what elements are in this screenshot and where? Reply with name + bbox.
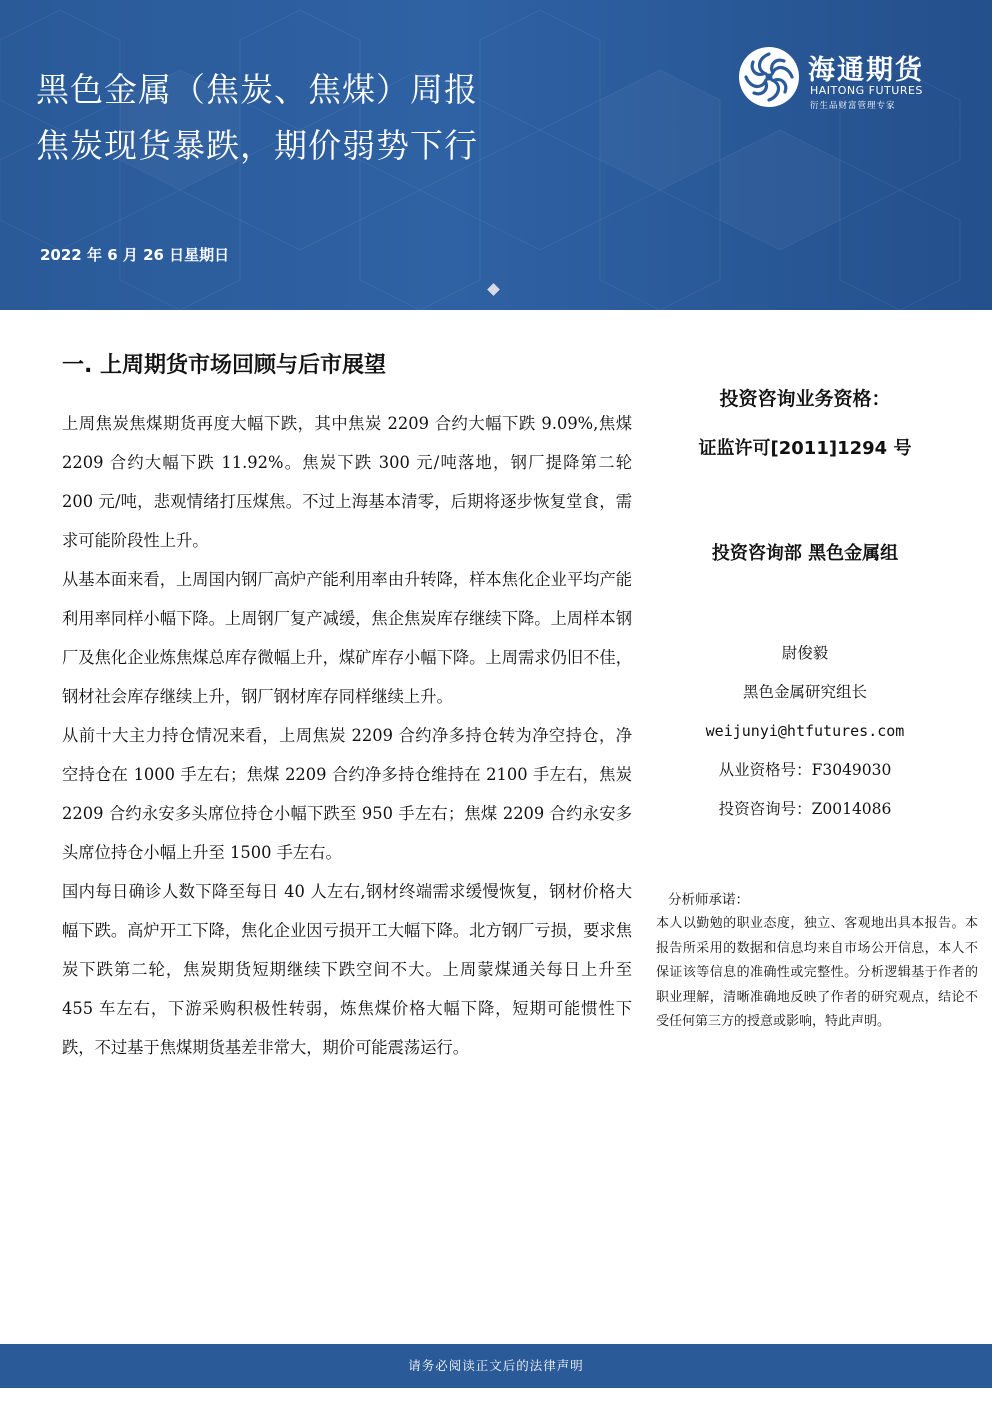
report-series-title: 黑色金属（焦炭、焦煤）周报 [36, 70, 478, 109]
paragraph-2: 从基本面来看，上周国内钢厂高炉产能利用率由升转降，样本焦化企业平均产能利用率同样小幅下降。上周钢厂复产减缓，焦企焦炭库存继续下降。上周样本钢厂及焦化企业炼焦煤总库存微幅上升，煤矿库存小幅下降。上周需求仍旧不佳，钢材社会库存继续上升，钢厂钢材库存同样继续上升。 [62, 570, 632, 706]
legal-notice-text: 请务必阅读正文后的法律声明 [408, 1358, 584, 1373]
logo-name-en: HAITONG FUTURES [810, 84, 923, 97]
company-logo [736, 44, 956, 114]
analyst-consult-number: 投资咨询号：Z0014086 [718, 800, 892, 818]
analyst-role: 黑色金属研究组长 [742, 683, 867, 701]
analyst-email: weijunyi@htfutures.com [705, 722, 905, 740]
analyst-pledge-body: 本人以勤勉的职业态度，独立、客观地出具本报告。本报告所采用的数据和信息均来自市场公开信息，本人不保证该等信息的准确性或完整性。分析逻辑基于作者的职业理解，清晰准确地反映了作者的研究观点，结论不受任何第三方的授意或影响，特此声明。 [656, 916, 978, 1029]
header-banner [0, 0, 992, 310]
main-body [62, 404, 632, 1067]
logo-tagline: 衍生品财富管理专家 [810, 101, 896, 111]
section-heading: 一. 上周期货市场回顾与后市展望 [62, 353, 387, 378]
report-headline: 焦炭现货暴跌，期价弱势下行 [36, 126, 478, 165]
paragraph-3: 从前十大主力持仓情况来看，上周焦炭 2209 合约净多持仓转为净空持仓，净空持仓在 1000 手左右；焦煤 2209 合约净多持仓维持在 2100 手左右，焦炭 2209 合约永安多头席位持仓小幅下跌至 950 手左右；焦煤 2209 合约永安多头席位持仓小幅上升至 1500 手左右。 [62, 726, 632, 862]
qualification-title: 投资咨询业务资格： [719, 388, 891, 410]
qualification-license: 证监许可[2011]1294 号 [698, 438, 912, 459]
department-name: 投资咨询部 黑色金属组 [711, 543, 899, 564]
report-date: 2022 年 6 月 26 日星期日 [40, 246, 230, 264]
analyst-cert-number: 从业资格号：F3049030 [718, 761, 892, 779]
haitong-logo-icon [736, 44, 802, 110]
analyst-name: 尉俊毅 [781, 644, 829, 662]
paragraph-1: 上周焦炭焦煤期货再度大幅下跌，其中焦炭 2209 合约大幅下跌 9.09%,焦煤 2209 合约大幅下跌 11.92%。焦炭下跌 300 元/吨落地，钢厂提降第二轮 200 元/吨，悲观情绪打压煤焦。不过上海基本清零，后期将逐步恢复堂食，需求可能阶段性上升。 [62, 414, 632, 550]
footer-bar [0, 1344, 992, 1388]
analyst-info [660, 634, 950, 829]
paragraph-4: 国内每日确诊人数下降至每日 40 人左右,钢材终端需求缓慢恢复，钢材价格大幅下跌。高炉开工下降，焦化企业因亏损开工大幅下降。北方钢厂亏损，要求焦炭下跌第二轮，焦炭期货短期继续下跌空间不大。上周蒙煤通关每日上升至 455 车左右，下游采购积极性转弱，炼焦煤价格大幅下降，短期可能惯性下跌，不过基于焦煤期货基差非常大，期价可能震荡运行。 [62, 882, 632, 1057]
logo-name-cn: 海通期货 [808, 55, 924, 86]
analyst-pledge-title: 分析师承诺： [668, 892, 749, 908]
